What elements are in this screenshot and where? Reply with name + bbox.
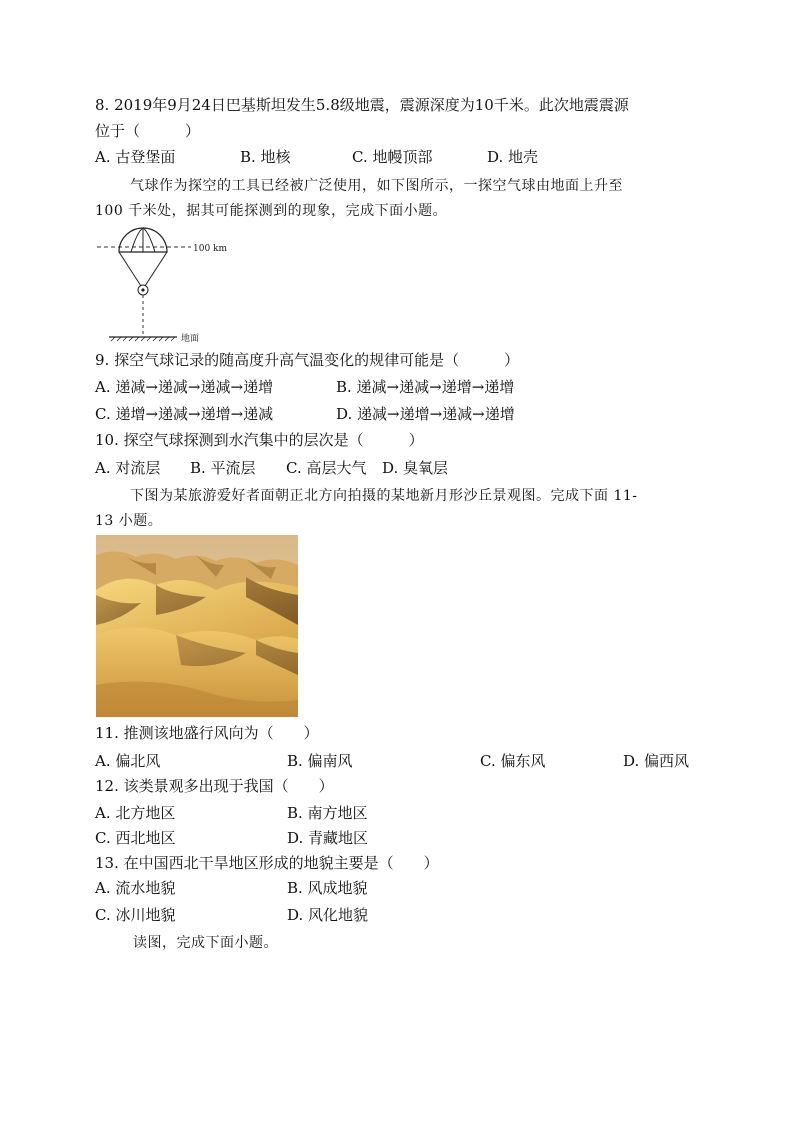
q8-option-c[interactable]: C. 地幔顶部 (352, 148, 433, 166)
q10-option-b[interactable]: B. 平流层 (190, 459, 256, 477)
q8-option-d[interactable]: D. 地壳 (487, 148, 539, 166)
q11-option-a[interactable]: A. 偏北风 (95, 752, 161, 770)
balloon-diagram (95, 222, 255, 347)
q8-stem-line2: 位于（ ） (95, 122, 201, 140)
passage1-line2: 100 千米处，据其可能探测到的现象，完成下面小题。 (95, 203, 448, 219)
q12-option-d[interactable]: D. 青藏地区 (287, 829, 369, 847)
q10-option-d[interactable]: D. 臭氧层 (382, 459, 449, 477)
q12-option-b[interactable]: B. 南方地区 (287, 804, 368, 822)
q11-option-d[interactable]: D. 偏西风 (623, 752, 690, 770)
q8-option-a[interactable]: A. 古登堡面 (95, 148, 176, 166)
q10-stem: 10. 探空气球探测到水汽集中的层次是（ ） (95, 431, 424, 449)
passage3-line1: 读图，完成下面小题。 (133, 935, 278, 951)
q9-option-a[interactable]: A. 递减→递减→递减→递增 (95, 378, 274, 396)
q13-stem: 13. 在中国西北干旱地区形成的地貌主要是（ ） (95, 854, 439, 872)
q10-option-a[interactable]: A. 对流层 (95, 459, 161, 477)
q13-option-d[interactable]: D. 风化地貌 (287, 906, 369, 924)
q12-option-a[interactable]: A. 北方地区 (95, 804, 176, 822)
altitude-label: 100 km (193, 244, 228, 254)
q12-stem: 12. 该类景观多出现于我国（ ） (95, 777, 334, 795)
q13-option-b[interactable]: B. 风成地貌 (287, 879, 368, 897)
ground-label: 地面 (181, 334, 200, 344)
passage1-line1: 气球作为探空的工具已经被广泛使用，如下图所示，一探空气球由地面上升至 (130, 178, 623, 194)
passage2-line2: 13 小题。 (95, 513, 163, 529)
q10-option-c[interactable]: C. 高层大气 (286, 459, 367, 477)
balloon-cord-right (145, 252, 167, 286)
q9-option-d[interactable]: D. 递减→递增→递减→递增 (336, 405, 515, 423)
balloon-canopy-seams (131, 228, 155, 252)
q9-option-b[interactable]: B. 递减→递减→递增→递增 (336, 378, 515, 396)
q13-option-c[interactable]: C. 冰川地貌 (95, 906, 176, 924)
q11-option-b[interactable]: B. 偏南风 (287, 752, 353, 770)
sand-dune-photo (96, 535, 298, 717)
q8-stem-line1: 8. 2019年9月24日巴基斯坦发生5.8级地震，震源深度为10千米。此次地震震源 (95, 96, 629, 114)
q11-option-c[interactable]: C. 偏东风 (480, 752, 546, 770)
q12-option-c[interactable]: C. 西北地区 (95, 829, 176, 847)
q8-option-b[interactable]: B. 地核 (240, 148, 291, 166)
q11-stem: 11. 推测该地盛行风向为（ ） (95, 724, 319, 742)
ground-hatching (111, 337, 175, 341)
balloon-cord-left (119, 252, 141, 286)
passage2-line1: 下图为某旅游爱好者面朝正北方向拍摄的某地新月形沙丘景观图。完成下面 11- (130, 488, 638, 504)
q13-option-a[interactable]: A. 流水地貌 (95, 879, 176, 897)
q9-stem: 9. 探空气球记录的随高度升高气温变化的规律可能是（ ） (95, 351, 520, 369)
q9-option-c[interactable]: C. 递增→递减→递增→递减 (95, 405, 274, 423)
balloon-payload-dot (141, 288, 144, 291)
